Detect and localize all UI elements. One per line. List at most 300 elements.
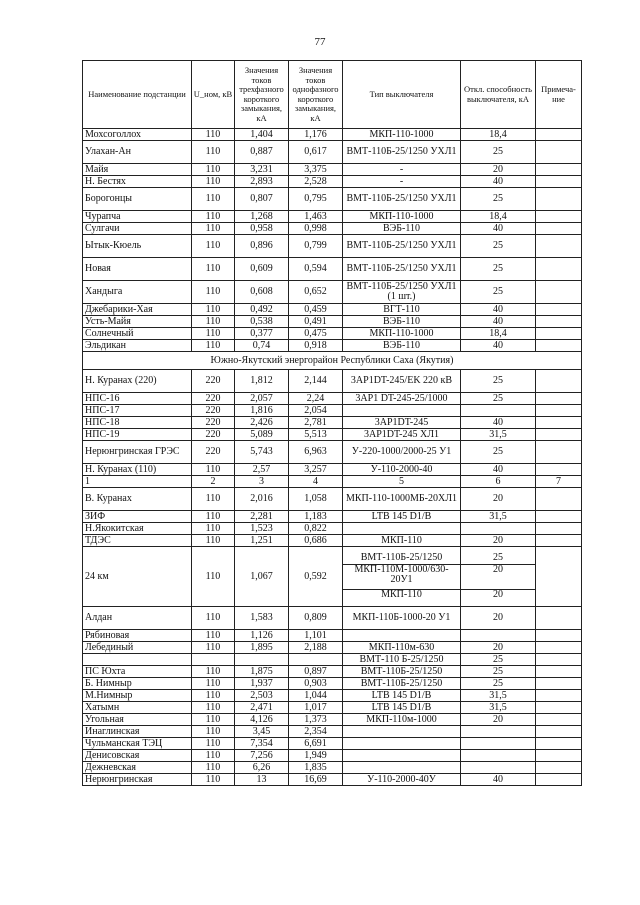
table-row (83, 281, 582, 304)
cell-i1: 1,176 (289, 129, 343, 141)
cell-i3: 1,937 (235, 678, 289, 690)
cell-name: Хатымн (83, 702, 192, 714)
num-6: 6 (461, 476, 536, 488)
cell-name (83, 654, 192, 666)
table-row (83, 164, 582, 176)
table-row (83, 235, 582, 258)
cell-unom: 110 (192, 211, 235, 223)
table-row (83, 141, 582, 164)
table-row (83, 738, 582, 750)
cell-capacity: 31,5 (461, 429, 536, 441)
cell-breaker: ВЭБ-110 (343, 340, 461, 352)
cell-breaker: ВМТ-110Б-25/1250 УХЛ1 (343, 188, 461, 211)
cell-capacity: 25 (461, 666, 536, 678)
header-i1: Значения токов однофазного короткого замыкания, кА (289, 61, 343, 129)
cell-unom: 110 (192, 316, 235, 328)
cell-i1: 2,054 (289, 405, 343, 417)
table-row (83, 535, 582, 547)
cell-name: Сулгачи (83, 223, 192, 235)
cell-breaker (343, 630, 461, 642)
table-row (83, 441, 582, 464)
cell-i1: 0,592 (289, 547, 343, 607)
cell-note (536, 188, 582, 211)
cell-unom: 110 (192, 547, 235, 607)
cell-note (536, 464, 582, 476)
table-row (83, 129, 582, 141)
cell-i1: 1,835 (289, 762, 343, 774)
cell-name: Угольная (83, 714, 192, 726)
cell-breaker (343, 547, 461, 607)
cell-note (536, 678, 582, 690)
cell-unom: 220 (192, 429, 235, 441)
km24-section (83, 547, 582, 607)
cell-capacity: 25 (461, 393, 536, 405)
cell-note (536, 702, 582, 714)
cell-note (536, 441, 582, 464)
cell-unom: 220 (192, 405, 235, 417)
cell-capacity (461, 630, 536, 642)
cell-capacity: 31,5 (461, 690, 536, 702)
cell-note (536, 211, 582, 223)
cell-capacity: 20 (461, 714, 536, 726)
cell-i1: 0,475 (289, 328, 343, 340)
cell-unom: 110 (192, 642, 235, 654)
num-5: 5 (343, 476, 461, 488)
cell-unom: 110 (192, 511, 235, 523)
cell-unom: 110 (192, 141, 235, 164)
cell-note (536, 774, 582, 786)
cell-capacity: 18,4 (461, 328, 536, 340)
cell-unom: 110 (192, 164, 235, 176)
cell-i3: 6,26 (235, 762, 289, 774)
table-row (83, 223, 582, 235)
cell-name: Чульманская ТЭЦ (83, 738, 192, 750)
table-row (83, 714, 582, 726)
cell-breaker: ВГТ-110 (343, 304, 461, 316)
cell-breaker: LTB 145 D1/B (343, 511, 461, 523)
cell-breaker: МКП-110-1000 (343, 211, 461, 223)
table-row (83, 211, 582, 223)
cell-breaker: ВМТ-110Б-25/1250 УХЛ1 (343, 141, 461, 164)
cell-capacity: 25 (461, 654, 536, 666)
page-number: 77 (314, 36, 326, 48)
cell-note (536, 340, 582, 352)
table-row (83, 666, 582, 678)
cell-i1: 1,058 (289, 488, 343, 511)
cell-i1: 0,686 (289, 535, 343, 547)
cell-i1: 2,354 (289, 726, 343, 738)
cell-unom: 110 (192, 129, 235, 141)
cell-i3: 2,281 (235, 511, 289, 523)
cell-note (536, 738, 582, 750)
header-note: Примеча-ние (536, 61, 582, 129)
cell-i3: 3,231 (235, 164, 289, 176)
header-name: Наименование подстанции (83, 61, 192, 129)
num-1: 1 (83, 476, 192, 488)
cell-name: Нерюнгринская (83, 774, 192, 786)
cell-breaker (343, 523, 461, 535)
cell-i3: 0,74 (235, 340, 289, 352)
cell-i3: 1,816 (235, 405, 289, 417)
cell-note (536, 690, 582, 702)
section-2-body (83, 370, 582, 476)
cell-i3: 0,887 (235, 141, 289, 164)
cell-breaker (343, 750, 461, 762)
cell-breaker: ВМТ-110Б-25/1250 (343, 666, 461, 678)
cell-name: Улахан-Ан (83, 141, 192, 164)
cell-name: Мохсоголлох (83, 129, 192, 141)
cell-note (536, 370, 582, 393)
cell-unom: 220 (192, 370, 235, 393)
cell-name: Инаглинская (83, 726, 192, 738)
table-row (83, 393, 582, 405)
table-row (83, 340, 582, 352)
cell-i1: 6,691 (289, 738, 343, 750)
cell-i1: 1,183 (289, 511, 343, 523)
table-row (83, 678, 582, 690)
cell-breaker: - (343, 176, 461, 188)
cell-i1: 2,528 (289, 176, 343, 188)
cell-i3: 1,895 (235, 642, 289, 654)
cell-note (536, 393, 582, 405)
cell-name: Новая (83, 258, 192, 281)
cell-i3: 0,958 (235, 223, 289, 235)
cell-breaker: 3AP1DT-245/EK 220 кВ (343, 370, 461, 393)
num-3: 3 (235, 476, 289, 488)
cell-note (536, 141, 582, 164)
cell-i3: 0,492 (235, 304, 289, 316)
cell-capacity (461, 523, 536, 535)
cell-name: Рябиновая (83, 630, 192, 642)
cell-unom: 110 (192, 176, 235, 188)
cell-name: Солнечный (83, 328, 192, 340)
cell-unom: 110 (192, 607, 235, 630)
cell-i3: 2,57 (235, 464, 289, 476)
cell-note (536, 129, 582, 141)
cell-note (536, 429, 582, 441)
cell-i1: 0,459 (289, 304, 343, 316)
cell-capacity (461, 738, 536, 750)
cell-i1: 0,998 (289, 223, 343, 235)
cell-breaker: 3AP1DT-245 (343, 417, 461, 429)
cell-i3: 4,126 (235, 714, 289, 726)
cell-note (536, 281, 582, 304)
cell-name: Ытык-Кюель (83, 235, 192, 258)
cell-unom: 110 (192, 340, 235, 352)
cell-note (536, 666, 582, 678)
section-1-body (83, 129, 582, 352)
table-row (83, 429, 582, 441)
cell-unom: 110 (192, 762, 235, 774)
cell-name: ПС Юхта (83, 666, 192, 678)
table-row (83, 642, 582, 654)
cell-capacity (461, 750, 536, 762)
num-7: 7 (536, 476, 582, 488)
cell-capacity (461, 547, 536, 607)
cell-unom: 110 (192, 223, 235, 235)
cell-name: Алдан (83, 607, 192, 630)
cell-note (536, 223, 582, 235)
cell-name: В. Куранах (83, 488, 192, 511)
numbering-row (83, 476, 582, 488)
cell-name: Дежневская (83, 762, 192, 774)
cell-i3: 1,404 (235, 129, 289, 141)
cell-note (536, 417, 582, 429)
cell-name: Эльдикан (83, 340, 192, 352)
cell-note (536, 164, 582, 176)
cell-capacity: 25 (461, 235, 536, 258)
breaker-line: МКП-110М-1000/630-20У1 (343, 564, 460, 589)
table-row (83, 774, 582, 786)
table-row (83, 630, 582, 642)
cell-name: Н.Якокитская (83, 523, 192, 535)
cell-capacity: 20 (461, 535, 536, 547)
table-row (83, 523, 582, 535)
cell-i1: 2,781 (289, 417, 343, 429)
cell-breaker (343, 738, 461, 750)
cell-name: Лебединый (83, 642, 192, 654)
cell-capacity (461, 726, 536, 738)
cell-i3: 0,608 (235, 281, 289, 304)
num-4: 4 (289, 476, 343, 488)
cell-unom: 110 (192, 702, 235, 714)
cell-breaker: МКП-110-1000 (343, 129, 461, 141)
cell-note (536, 176, 582, 188)
cell-name: Б. Нимныр (83, 678, 192, 690)
cell-capacity: 25 (461, 281, 536, 304)
cell-note (536, 511, 582, 523)
cell-name: М.Нимныр (83, 690, 192, 702)
cell-unom: 110 (192, 774, 235, 786)
cell-i3: 1,812 (235, 370, 289, 393)
cell-note (536, 535, 582, 547)
cell-unom: 110 (192, 488, 235, 511)
cell-name: ЗИФ (83, 511, 192, 523)
cell-name: ТДЭС (83, 535, 192, 547)
cell-capacity: 31,5 (461, 702, 536, 714)
cell-unom: 110 (192, 630, 235, 642)
cell-capacity: 40 (461, 176, 536, 188)
cell-capacity: 20 (461, 488, 536, 511)
cell-i1: 2,188 (289, 642, 343, 654)
cell-capacity: 40 (461, 774, 536, 786)
table-row (83, 188, 582, 211)
cell-name: Н. Куранах (220) (83, 370, 192, 393)
cell-breaker: У-110-2000-40У (343, 774, 461, 786)
cell-note (536, 258, 582, 281)
cell-i1: 0,795 (289, 188, 343, 211)
cell-capacity: 40 (461, 304, 536, 316)
cell-unom: 110 (192, 304, 235, 316)
cell-unom: 110 (192, 714, 235, 726)
cell-i1: 0,491 (289, 316, 343, 328)
table-row (83, 370, 582, 393)
cell-i1: 0,897 (289, 666, 343, 678)
table-row (83, 328, 582, 340)
cell-capacity: 20 (461, 642, 536, 654)
cell-breaker: МКП-110-1000МБ-20ХЛ1 (343, 488, 461, 511)
table-row (83, 762, 582, 774)
cell-note (536, 762, 582, 774)
num-2: 2 (192, 476, 235, 488)
cell-name: 24 км (83, 547, 192, 607)
cell-unom: 110 (192, 535, 235, 547)
cell-unom: 110 (192, 188, 235, 211)
table-row (83, 488, 582, 511)
cell-name: Усть-Майя (83, 316, 192, 328)
cell-unom: 110 (192, 281, 235, 304)
cell-i1: 2,24 (289, 393, 343, 405)
cell-unom: 110 (192, 666, 235, 678)
cell-breaker (343, 762, 461, 774)
cell-name: НПС-19 (83, 429, 192, 441)
cell-name: Хандыга (83, 281, 192, 304)
cell-breaker: 3AP1 DT-245-25/1000 (343, 393, 461, 405)
cell-i3: 2,893 (235, 176, 289, 188)
cell-note (536, 235, 582, 258)
cell-capacity: 25 (461, 370, 536, 393)
cell-i1 (289, 654, 343, 666)
table-row (83, 654, 582, 666)
cell-capacity: 18,4 (461, 129, 536, 141)
cell-i1: 1,101 (289, 630, 343, 642)
cell-capacity (461, 405, 536, 417)
cell-capacity: 18,4 (461, 211, 536, 223)
cell-i1: 1,373 (289, 714, 343, 726)
table-row (83, 316, 582, 328)
cell-i1: 1,017 (289, 702, 343, 714)
table-row (83, 702, 582, 714)
cell-unom: 110 (192, 464, 235, 476)
cell-capacity: 40 (461, 340, 536, 352)
cell-note (536, 316, 582, 328)
cell-breaker: ВМТ-110Б-25/1250 УХЛ1 (1 шт.) (343, 281, 461, 304)
cell-i1: 3,257 (289, 464, 343, 476)
cell-i1: 0,822 (289, 523, 343, 535)
table-row (83, 464, 582, 476)
cell-breaker: ВМТ-110Б-25/1250 УХЛ1 (343, 258, 461, 281)
cell-i1: 0,799 (289, 235, 343, 258)
cell-i3: 7,256 (235, 750, 289, 762)
cell-breaker: ВЭБ-110 (343, 223, 461, 235)
cell-note (536, 547, 582, 607)
table-row (83, 750, 582, 762)
cell-capacity: 25 (461, 678, 536, 690)
cell-name: Н. Бестях (83, 176, 192, 188)
table-row (83, 405, 582, 417)
cell-capacity: 25 (461, 258, 536, 281)
cell-i1: 0,809 (289, 607, 343, 630)
cell-i3: 0,807 (235, 188, 289, 211)
cell-unom: 220 (192, 441, 235, 464)
region-title: Южно-Якутский энергорайон Республики Саха (Якутия) (83, 352, 582, 370)
cell-i1: 5,513 (289, 429, 343, 441)
cell-capacity: 20 (461, 164, 536, 176)
table-row (83, 304, 582, 316)
cell-i1: 0,617 (289, 141, 343, 164)
cell-note (536, 405, 582, 417)
region-row (83, 352, 582, 370)
section-3-body (83, 488, 582, 547)
cell-name: НПС-16 (83, 393, 192, 405)
cell-unom (192, 654, 235, 666)
cell-note (536, 488, 582, 511)
header-unom: U_ном, кВ (192, 61, 235, 129)
cell-unom: 110 (192, 750, 235, 762)
table-row (83, 176, 582, 188)
cell-i1: 0,918 (289, 340, 343, 352)
cell-note (536, 630, 582, 642)
cell-i3: 1,268 (235, 211, 289, 223)
cell-unom: 110 (192, 523, 235, 535)
table-row (83, 547, 582, 607)
cell-i1: 0,903 (289, 678, 343, 690)
cell-unom: 110 (192, 690, 235, 702)
table-row (83, 607, 582, 630)
cell-i3: 1,067 (235, 547, 289, 607)
cell-note (536, 726, 582, 738)
cell-i3: 2,057 (235, 393, 289, 405)
table-row (83, 417, 582, 429)
cell-breaker: ВМТ-110Б-25/1250 (343, 678, 461, 690)
cell-note (536, 714, 582, 726)
cell-i1: 0,652 (289, 281, 343, 304)
cell-i1: 1,044 (289, 690, 343, 702)
cell-i1: 16,69 (289, 774, 343, 786)
header-i3: Значения токов трехфазного короткого замыкания, кА (235, 61, 289, 129)
cell-name: Джебарики-Хая (83, 304, 192, 316)
cell-breaker: LTB 145 D1/B (343, 690, 461, 702)
cell-breaker (343, 726, 461, 738)
cell-i3: 5,089 (235, 429, 289, 441)
header-breaker: Тип выключателя (343, 61, 461, 129)
cell-unom: 110 (192, 678, 235, 690)
cell-i3: 2,503 (235, 690, 289, 702)
cell-note (536, 523, 582, 535)
numbering-section (83, 476, 582, 488)
cell-capacity: 40 (461, 464, 536, 476)
cell-i3: 13 (235, 774, 289, 786)
header-row (83, 61, 582, 129)
region-section (83, 352, 582, 370)
cell-i1: 0,594 (289, 258, 343, 281)
table-row (83, 726, 582, 738)
breaker-line: МКП-110 (343, 589, 460, 601)
cell-i3: 2,471 (235, 702, 289, 714)
cell-unom: 220 (192, 417, 235, 429)
cell-name: Борогонцы (83, 188, 192, 211)
cell-i1: 1,949 (289, 750, 343, 762)
table-row (83, 690, 582, 702)
cell-capacity: 20 (461, 607, 536, 630)
cell-breaker: МКП-110м-1000 (343, 714, 461, 726)
cell-note (536, 607, 582, 630)
cell-note (536, 642, 582, 654)
cell-note (536, 328, 582, 340)
cell-breaker: МКП-110м-630 (343, 642, 461, 654)
cell-capacity: 40 (461, 223, 536, 235)
cell-name: Денисовская (83, 750, 192, 762)
capacity-line: 20 (461, 589, 535, 601)
cell-note (536, 654, 582, 666)
cell-i3 (235, 654, 289, 666)
cell-i3: 1,251 (235, 535, 289, 547)
cell-breaker: У-220-1000/2000-25 У1 (343, 441, 461, 464)
cell-i3: 0,896 (235, 235, 289, 258)
cell-name: Майя (83, 164, 192, 176)
cell-note (536, 750, 582, 762)
capacity-line: 25 (493, 551, 503, 563)
